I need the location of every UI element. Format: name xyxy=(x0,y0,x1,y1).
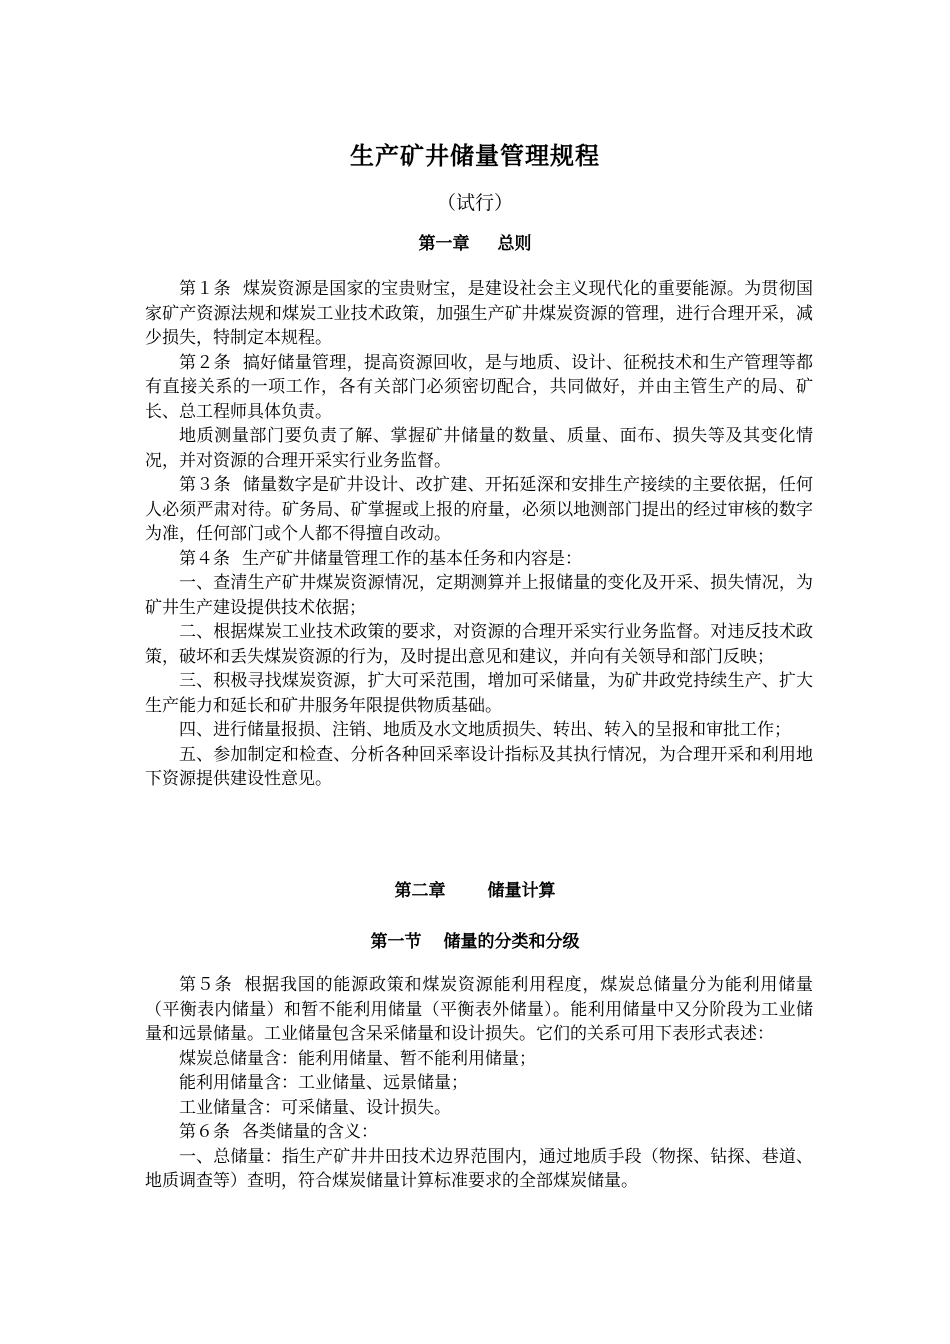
paragraph-text: 各类储量的含义： xyxy=(242,1122,378,1142)
paragraph-text: 能利用储量含：工业储量、远景储量； xyxy=(179,1073,468,1093)
article-number: 第４条 xyxy=(179,548,230,569)
paragraph xyxy=(145,620,813,669)
document-subtitle: （试行） xyxy=(436,192,513,214)
paragraph xyxy=(145,571,813,620)
article-number: 第１条 xyxy=(179,279,231,299)
paragraph xyxy=(145,1145,813,1194)
chapter-2-name: 储量计算 xyxy=(487,881,556,901)
document-title: 生产矿井储量管理规程 xyxy=(350,142,600,170)
paragraph xyxy=(145,1047,813,1072)
paragraph-text: 三、积极寻找煤炭资源，扩大可采范围，增加可采储量，为矿井政党持续生产、扩大生产能力和延长和矿井服务年限提供物质基础。 xyxy=(145,671,813,716)
paragraph-text: 地质测量部门要负责了解、掌握矿井储量的数量、质量、面布、损失等及其变化情况，并对资源的合理开采实行业务监督。 xyxy=(145,426,813,471)
paragraph xyxy=(145,277,813,351)
paragraph xyxy=(145,669,813,718)
chapter-1-heading xyxy=(0,229,950,254)
paragraph-text: 一、总储量：指生产矿井井田技术边界范围内，通过地质手段（物探、钻探、巷道、地质调查等）查明，符合煤炭储量计算标准要求的全部煤炭储量。 xyxy=(145,1146,813,1191)
paragraph-text: 煤炭资源是国家的宝贵财宝，是建设社会主义现代化的重要能源。为贯彻国家矿产资源法规和煤炭工业技术政策，加强生产矿井煤炭资源的管理，进行合理开采，减少损失，特制定本规程。 xyxy=(145,279,814,348)
section-1-number: 第一节 xyxy=(370,932,422,952)
chapter-2-number: 第二章 xyxy=(394,881,446,901)
paragraph xyxy=(145,743,813,792)
paragraph xyxy=(145,473,813,547)
paragraph-text: 二、根据煤炭工业技术政策的要求，对资源的合理开采实行业务监督。对违反技术政策，破坏和丢失煤炭资源的行为，及时提出意见和建议，并向有关领导和部门反映； xyxy=(145,622,813,667)
chapter-1-number: 第一章 xyxy=(418,234,470,254)
paragraph xyxy=(145,547,813,572)
article-number: 第２条 xyxy=(179,352,231,373)
paragraph xyxy=(145,1071,813,1096)
paragraph-text: 生产矿井储量管理工作的基本任务和内容是： xyxy=(242,548,582,569)
article-number: 第６条 xyxy=(179,1122,230,1142)
article-number: 第５条 xyxy=(179,975,233,995)
paragraph-text: 煤炭总储量含：能利用储量、暂不能利用储量； xyxy=(179,1048,536,1069)
section-1-name: 储量的分类和分级 xyxy=(443,932,580,952)
paragraph-text: 四、进行储量报损、注销、地质及水文地质损失、转出、转入的呈报和审批工作； xyxy=(179,720,791,740)
article-number: 第３条 xyxy=(179,475,231,495)
chapter-1-name: 总则 xyxy=(497,234,532,254)
paragraph-text: 搞好储量管理，提高资源回收，是与地质、设计、征税技术和生产管理等都有直接关系的一项工作，各有关部门必须密切配合，共同做好，并由主管生产的局、矿长、总工程师具体负责。 xyxy=(145,352,814,422)
chapter-2-heading xyxy=(0,876,950,901)
chapter-1-body xyxy=(145,277,813,792)
paragraph xyxy=(145,973,813,1047)
paragraph-text: 根据我国的能源政策和煤炭资源能利用程度，煤炭总储量分为能利用储量（平衡表内储量）和暂不能利用储量（平衡表外储量）。能利用储量中又分阶段为工业储量和远景储量。工业储量包含呆采储量和设计损失。它们的关系可用下表形式表述： xyxy=(145,975,814,1044)
paragraph xyxy=(145,1120,813,1145)
paragraph-text: 一、查清生产矿井煤炭资源情况，定期测算并上报储量的变化及开采、损失情况，为矿井生产建设提供技术依据； xyxy=(145,573,813,618)
paragraph-text: 储量数字是矿井设计、改扩建、开拓延深和安排生产接续的主要依据，任何人必须严肃对待。矿务局、矿掌握或上报的府量，必须以地测部门提出的经过审核的数字为准，任何部门或个人都不得擅自改动。 xyxy=(145,475,814,544)
section-1-body xyxy=(145,973,813,1194)
paragraph-text: 工业储量含：可采储量、设计损失。 xyxy=(179,1097,451,1118)
paragraph-text: 五、参加制定和检查、分析各种回采率设计指标及其执行情况，为合理开采和利用地下资源提供建设性意见。 xyxy=(145,744,813,789)
paragraph xyxy=(145,424,813,473)
paragraph xyxy=(145,1096,813,1121)
paragraph xyxy=(145,351,813,425)
section-1-heading xyxy=(0,927,950,952)
paragraph xyxy=(145,718,813,743)
